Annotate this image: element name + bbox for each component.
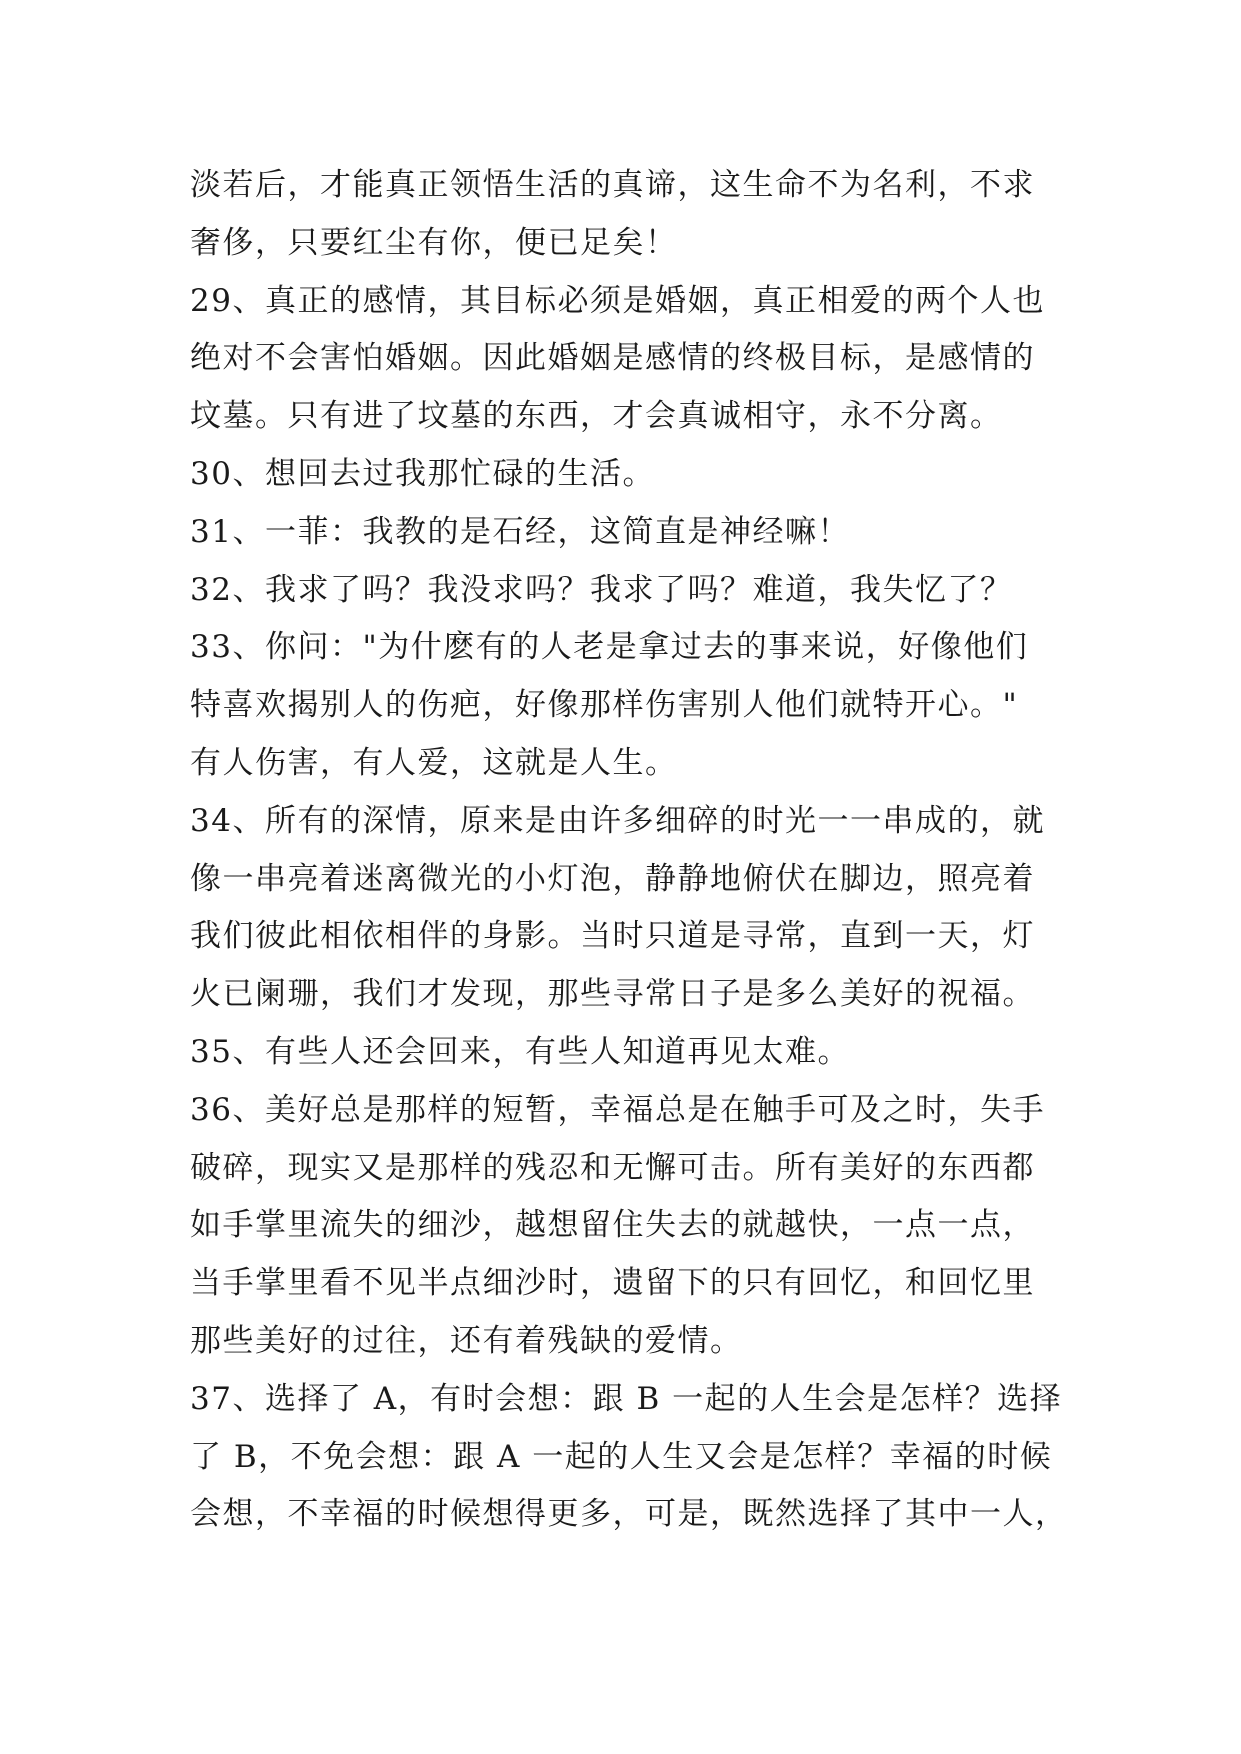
text-line: 36、美好总是那样的短暂，幸福总是在触手可及之时，失手 (190, 1091, 1045, 1128)
text-line: 像一串亮着迷离微光的小灯泡，静静地俯伏在脚边，照亮着 (190, 860, 1035, 897)
text-line: 奢侈，只要红尘有你，便已足矣！ (190, 224, 678, 261)
text-line: 33、你问："为什麽有的人老是拿过去的事来说，好像他们 (190, 629, 1029, 666)
text-line: 31、一菲：我教的是石经，这简直是神经嘛！ (190, 513, 850, 550)
text-line: 绝对不会害怕婚姻。因此婚姻是感情的终极目标，是感情的 (190, 340, 1035, 377)
text-line: 坟墓。只有进了坟墓的东西，才会真诚相守，永不分离。 (190, 398, 1003, 435)
text-line: 了 B，不免会想：跟 A 一起的人生又会是怎样？幸福的时候 (190, 1438, 1053, 1475)
text-line: 有人伤害，有人爱，这就是人生。 (190, 744, 678, 781)
text-line: 特喜欢揭别人的伤疤，好像那样伤害别人他们就特开心。" (190, 687, 1019, 724)
text-line: 如手掌里流失的细沙，越想留住失去的就越快，一点一点， (190, 1207, 1035, 1244)
text-line: 37、选择了 A，有时会想：跟 B 一起的人生会是怎样？选择 (190, 1380, 1063, 1417)
text-line: 当手掌里看不见半点细沙时，遗留下的只有回忆，和回忆里 (190, 1265, 1035, 1302)
text-line: 我们彼此相依相伴的身影。当时只道是寻常，直到一天，灯 (190, 918, 1035, 955)
text-line: 32、我求了吗？我没求吗？我求了吗？难道，我失忆了？ (190, 571, 1013, 608)
text-line: 29、真正的感情，其目标必须是婚姻，真正相爱的两个人也 (190, 282, 1045, 319)
text-line: 会想，不幸福的时候想得更多，可是，既然选择了其中一人， (190, 1496, 1068, 1533)
text-line: 那些美好的过往，还有着残缺的爱情。 (190, 1322, 743, 1359)
text-line: 30、想回去过我那忙碌的生活。 (190, 455, 655, 492)
body-text (190, 157, 1090, 1544)
text-line: 火已阑珊，我们才发现，那些寻常日子是多么美好的祝福。 (190, 976, 1035, 1013)
text-line: 破碎，现实又是那样的残忍和无懈可击。所有美好的东西都 (190, 1149, 1035, 1186)
text-line: 35、有些人还会回来，有些人知道再见太难。 (190, 1033, 850, 1070)
text-line: 34、所有的深情，原来是由许多细碎的时光一一串成的，就 (190, 802, 1045, 839)
text-line: 淡若后，才能真正领悟生活的真谛，这生命不为名利，不求 (190, 167, 1035, 203)
